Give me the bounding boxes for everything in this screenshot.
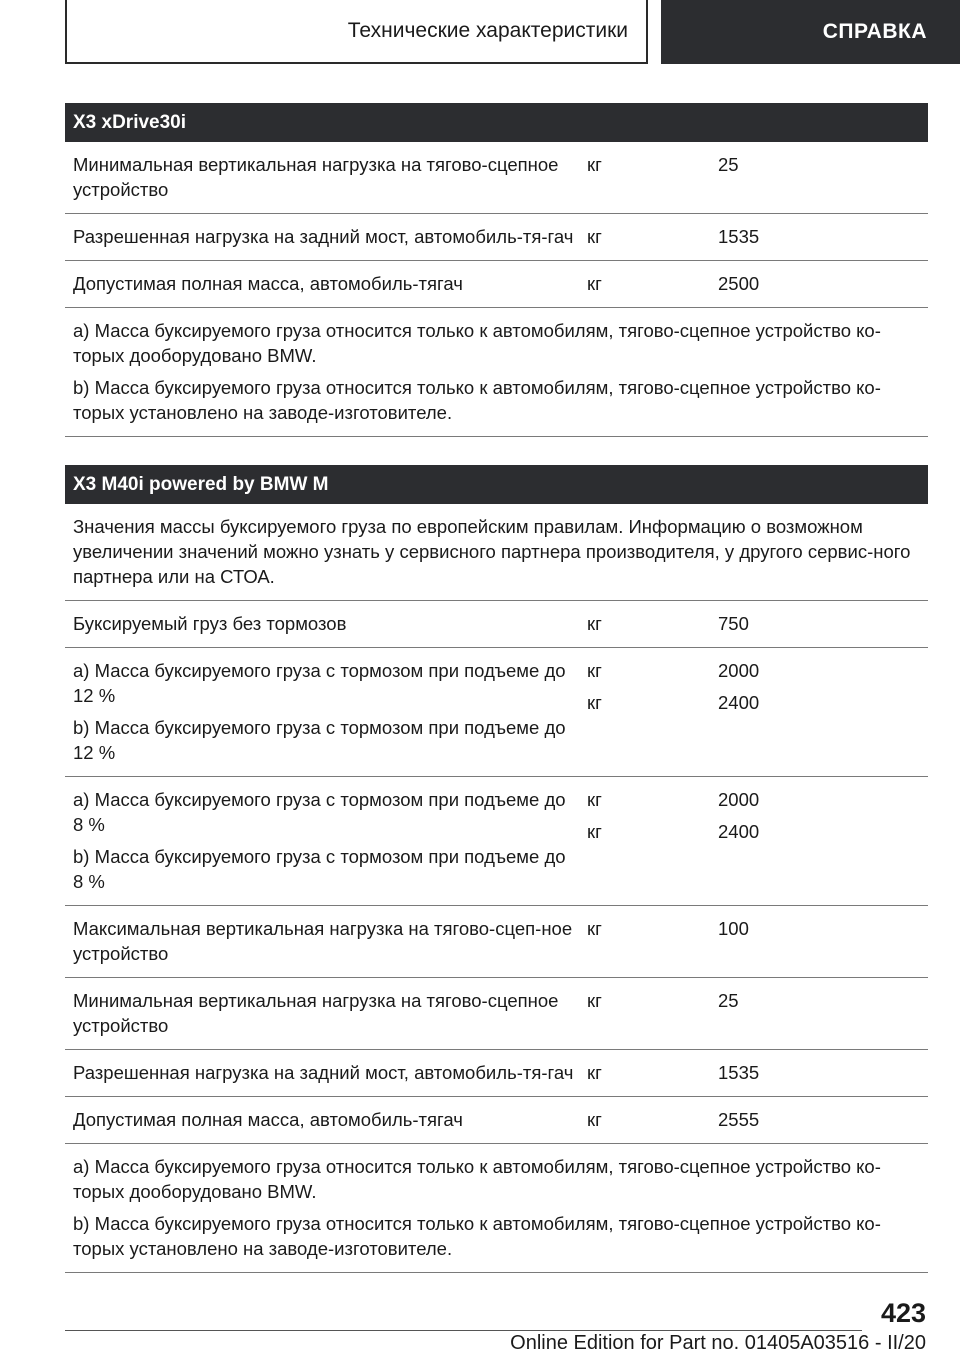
row-unit: кг (587, 154, 602, 175)
table-row (65, 601, 928, 648)
row-value: 750 (718, 613, 749, 634)
row-value: 1535 (718, 226, 760, 247)
row-label: Разрешенная нагрузка на задний мост, автомобиль-тя-гач (73, 1062, 574, 1083)
row-value (718, 658, 928, 765)
row-value-a: 2000 (718, 660, 760, 681)
row-value: 2500 (718, 273, 760, 294)
table-row (65, 1050, 928, 1097)
row-label-b: b) Масса буксируемого груза с тормозом при подъеме до 12 % (73, 717, 566, 763)
row-unit: кг (587, 273, 602, 294)
row-unit: кг (587, 1109, 602, 1130)
table-row (65, 261, 928, 308)
header-chapter-tab[interactable] (661, 0, 960, 64)
row-unit-a: кг (587, 660, 602, 681)
section-title: X3 xDrive30i (65, 103, 928, 142)
section-title: X3 M40i powered by BMW M (65, 465, 928, 504)
header-section-title (65, 0, 648, 64)
row-label: Допустимая полная масса, автомобиль-тягач (73, 273, 463, 294)
row-value: 2555 (718, 1109, 760, 1130)
row-unit (587, 787, 718, 894)
table-row (65, 214, 928, 261)
row-value-b: 2400 (718, 821, 760, 842)
row-label: Максимальная вертикальная нагрузка на тягово-сцеп-ное устройство (73, 918, 573, 964)
section-intro: Значения массы буксируемого груза по европейским правилам. Информацию о возможном увеличении значений можно узнать у сервисного партнера производителя, у другого сервис-ного партнера или на СТОА. (65, 504, 928, 601)
section-x3-m40i (65, 465, 928, 1273)
footnotes (65, 1144, 928, 1273)
footnote-b: b) Масса буксируемого груза относится только к автомобилям, тягово-сцепное устройство ко-торых установлено на заводе-изготовителе. (73, 377, 881, 423)
row-label: Минимальная вертикальная нагрузка на тягово-сцепное устройство (73, 990, 559, 1036)
header-section-title-text: Технические характеристики (347, 19, 628, 42)
row-unit-a: кг (587, 789, 602, 810)
row-unit: кг (587, 1062, 602, 1083)
row-label (73, 658, 587, 765)
row-label: Допустимая полная масса, автомобиль-тягач (73, 1109, 463, 1130)
row-label-a: a) Масса буксируемого груза с тормозом при подъеме до 8 % (73, 789, 566, 835)
row-unit: кг (587, 226, 602, 247)
row-unit: кг (587, 918, 602, 939)
row-unit (587, 658, 718, 765)
header-chapter-text: СПРАВКА (822, 20, 927, 43)
row-value: 25 (718, 990, 739, 1011)
row-value: 25 (718, 154, 739, 175)
row-label-a: a) Масса буксируемого груза с тормозом при подъеме до 12 % (73, 660, 566, 706)
row-value: 100 (718, 918, 749, 939)
table-row (65, 777, 928, 906)
footnote-b: b) Масса буксируемого груза относится только к автомобилям, тягово-сцепное устройство ко-торых установлено на заводе-изготовителе. (73, 1213, 881, 1259)
footnotes (65, 308, 928, 437)
row-label: Разрешенная нагрузка на задний мост, автомобиль-тя-гач (73, 226, 574, 247)
footer-edition: Online Edition for Part no. 01405A03516 - II/20 (510, 1332, 926, 1354)
table-row (65, 142, 928, 214)
row-label-b: b) Масса буксируемого груза с тормозом при подъеме до 8 % (73, 846, 566, 892)
footnote-a: a) Масса буксируемого груза относится только к автомобилям, тягово-сцепное устройство ко-торых дооборудовано BMW. (73, 1156, 881, 1202)
row-label (73, 787, 587, 894)
row-value: 1535 (718, 1062, 760, 1083)
footer-divider (65, 1330, 862, 1331)
footnote-a: a) Масса буксируемого груза относится только к автомобилям, тягово-сцепное устройство ко-торых дооборудовано BMW. (73, 320, 881, 366)
row-value (718, 787, 928, 894)
table-row (65, 1097, 928, 1144)
row-unit: кг (587, 990, 602, 1011)
row-unit-b: кг (587, 821, 602, 842)
table-row (65, 906, 928, 978)
row-value-a: 2000 (718, 789, 760, 810)
page-number: 423 (880, 1298, 926, 1328)
row-value-b: 2400 (718, 692, 760, 713)
row-unit: кг (587, 613, 602, 634)
row-unit-b: кг (587, 692, 602, 713)
table-row (65, 648, 928, 777)
row-label: Минимальная вертикальная нагрузка на тягово-сцепное устройство (73, 154, 559, 200)
section-x3-xdrive30i (65, 103, 928, 437)
row-label: Буксируемый груз без тормозов (73, 613, 347, 634)
table-row (65, 978, 928, 1050)
